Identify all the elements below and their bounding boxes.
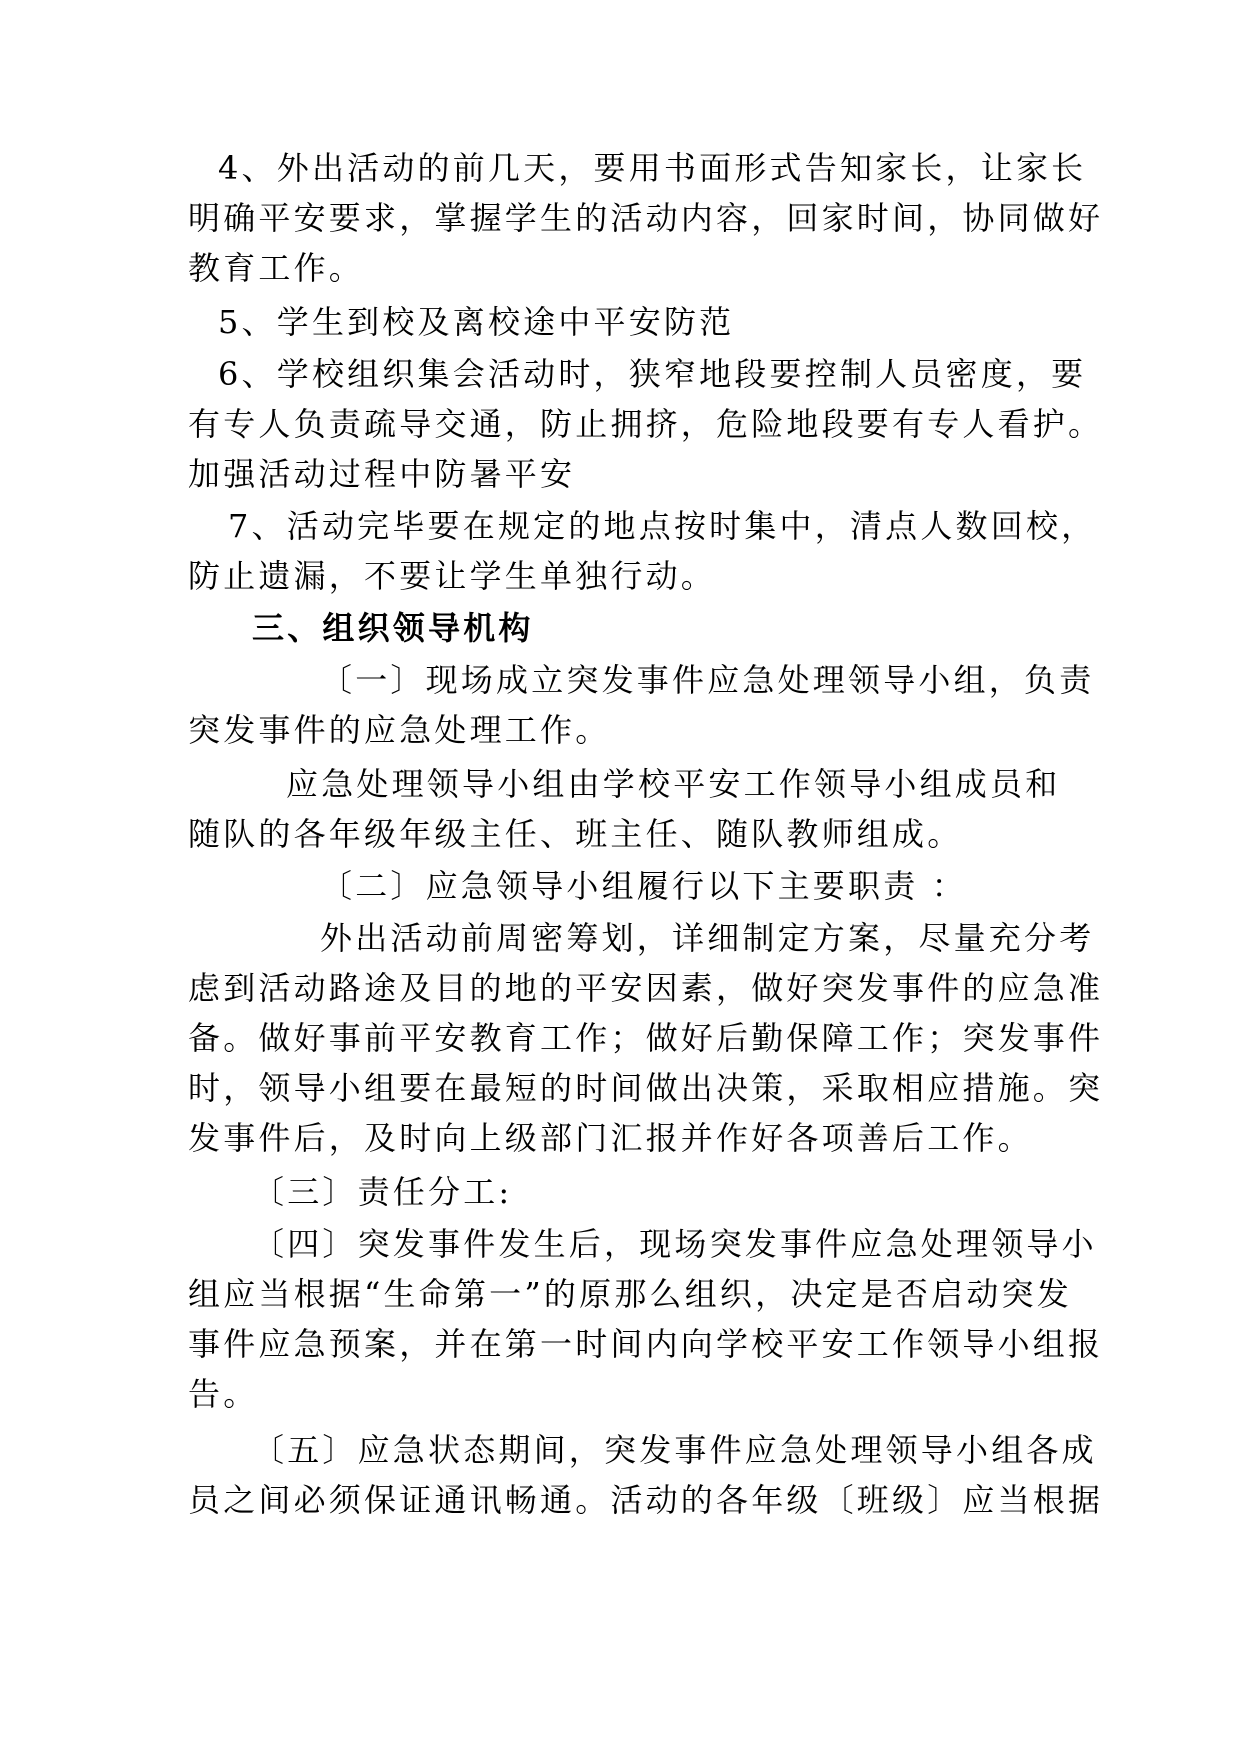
paragraph-sub-1-line-1: 〔一〕现场成立突发事件应急处理领导小组，负责 xyxy=(320,661,1095,699)
paragraph-item-5: 5、学生到校及离校途中平安防范 xyxy=(218,303,735,341)
paragraph-sub-5-line-1: 〔五〕应急状态期间，突发事件应急处理领导小组各成 xyxy=(252,1431,1097,1469)
paragraph-team-composition-line-2: 随队的各年级年级主任、班主任、随队教师组成。 xyxy=(188,815,963,853)
paragraph-item-6-line-3: 加强活动过程中防暑平安 xyxy=(188,455,576,493)
paragraph-sub-4-line-1: 〔四〕突发事件发生后，现场突发事件应急处理领导小 xyxy=(252,1225,1097,1263)
paragraph-item-6-line-2: 有专人负责疏导交通，防止拥挤，危险地段要有专人看护。 xyxy=(188,405,1104,443)
paragraph-duties-line-1: 外出活动前周密筹划，详细制定方案，尽量充分考 xyxy=(320,919,1095,957)
paragraph-sub-4-line-3: 事件应急预案，并在第一时间内向学校平安工作领导小组报 xyxy=(188,1325,1104,1363)
paragraph-item-4-line-3: 教育工作。 xyxy=(188,249,365,287)
paragraph-sub-1-line-2: 突发事件的应急处理工作。 xyxy=(188,711,611,749)
paragraph-item-7-line-2: 防止遗漏，不要让学生单独行动。 xyxy=(188,557,717,595)
paragraph-duties-line-3: 备。做好事前平安教育工作；做好后勤保障工作；突发事件 xyxy=(188,1019,1104,1057)
section-heading-organization: 三、组织领导机构 xyxy=(252,609,534,647)
paragraph-sub-3-heading: 〔三〕责任分工: xyxy=(252,1173,513,1211)
paragraph-sub-2-heading: 〔二〕应急领导小组履行以下主要职责 ： xyxy=(320,867,967,905)
paragraph-duties-line-2: 虑到活动路途及目的地的平安因素，做好突发事件的应急准 xyxy=(188,969,1104,1007)
paragraph-item-6-line-1: 6、学校组织集会活动时，狭窄地段要控制人员密度，要 xyxy=(218,355,1087,393)
paragraph-sub-4-line-4: 告。 xyxy=(188,1375,259,1413)
paragraph-sub-4-line-2: 组应当根据“生命第一”的原那么组织，决定是否启动突发 xyxy=(188,1275,1072,1313)
paragraph-item-4-line-2: 明确平安要求，掌握学生的活动内容，回家时间，协同做好 xyxy=(188,199,1104,237)
paragraph-team-composition-line-1: 应急处理领导小组由学校平安工作领导小组成员和 xyxy=(286,765,1061,803)
paragraph-sub-5-line-2: 员之间必须保证通讯畅通。活动的各年级〔班级〕应当根据 xyxy=(188,1481,1104,1519)
paragraph-item-4-line-1: 4、外出活动的前几天，要用书面形式告知家长，让家长 xyxy=(218,149,1087,187)
paragraph-duties-line-4: 时，领导小组要在最短的时间做出决策，采取相应措施。突 xyxy=(188,1069,1104,1107)
paragraph-duties-line-5: 发事件后，及时向上级部门汇报并作好各项善后工作。 xyxy=(188,1119,1033,1157)
paragraph-item-7-line-1: 7、活动完毕要在规定的地点按时集中，清点人数回校， xyxy=(228,507,1097,545)
